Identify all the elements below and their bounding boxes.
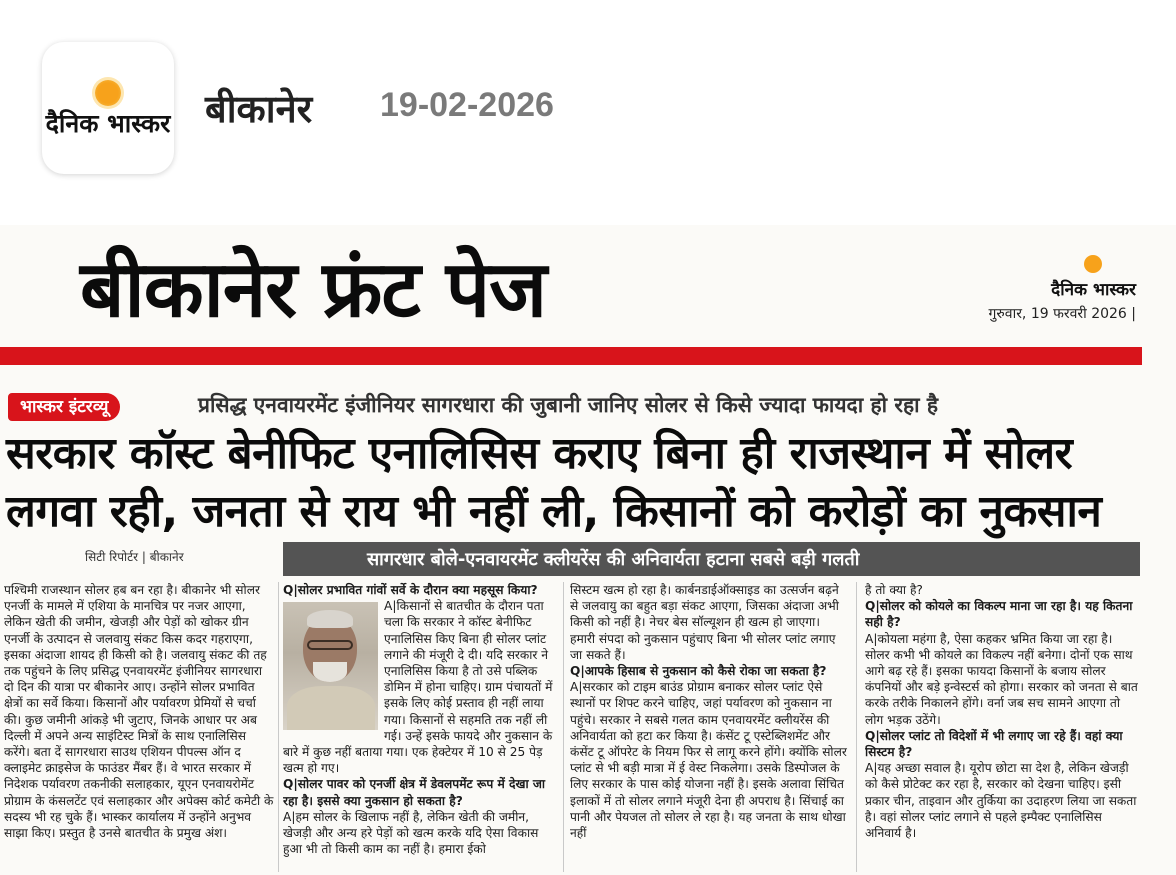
question: Q|आपके हिसाब से नुकसान को कैसे रोका जा सकता है? [570, 664, 827, 679]
sun-icon [95, 80, 121, 106]
question: Q|सोलर पावर को एनर्जी क्षेत्र में डेवलपमेंट रूप में देखा जा रहा है। इससे क्या नुकसान हो सकता है? [283, 777, 546, 808]
app-header [0, 0, 1176, 220]
article-column-3 [570, 582, 848, 872]
intro-paragraph: पश्चिमी राजस्थान सोलर हब बन रहा है। बीकानेर भी सोलर एनर्जी के मामले में एशिया के मानचित्र पर नजर आएगा, लेकिन खेती की जमीन, खेजड़ी और पेड़ों को खोकर ग्रीन एनर्जी के उत्पादन से जलवायु संकट किस कदर गहराएगा, इसका अंदाजा शायद ही किसी को है। जलवायु संकट की तह तक पहुंचने के लिए प्रसिद्ध एनवायरमेंट इंजीनियर सागरधारा दो दिन की यात्रा पर बीकानेर आए। उन्होंने सोलर प्रभावित क्षेत्रों का सर्वे किया। किसानों और पर्यावरण प्रेमियों से चर्चा की। कुछ जमीनी आंकड़े भी जुटाए, जिनके आधार पर अब दिल्ली में अपने अन्य साइंटिस्ट मित्रों के साथ एनालिसिस करेंगे। बता दें सागरधारा साउथ एशियन पीपल्स ऑन द क्लाइमेट क्राइसेज के फाउंडर मैंबर हैं। वे भारत सरकार में निदेशक पर्यावरण तकनीकी सलाहकार, यूएन एनवायरोमेंट प्रोग्राम के कंसलटेंट एवं सलाहकार और अपेक्स कोर्ट कमेटी के सदस्य भी रह चुके हैं। भास्कर कार्यालय में उन्होंने अनुभव साझा किए। प्रस्तुत है उनसे बातचीत के प्रमुख अंश। [4, 583, 274, 841]
column-divider [278, 582, 279, 872]
interviewee-photo [283, 602, 378, 730]
question: Q|सोलर को कोयले का विकल्प माना जा रहा है। यह कितना सही है? [865, 599, 1133, 630]
answer: A|यह अच्छा सवाल है। यूरोप छोटा सा देश है, लेकिन खेजड़ी को कैसे प्रोटेक्ट कर रहा है, सरकार को देखना चाहिए। इसी प्रकार चीन, ताइवान और तुर्किया का उदाहरण लिया जा सकता है। वहां सोलर प्लांट लगाने से पहले इम्पैक्ट एनालिसिस अनिवार्य है। [865, 761, 1137, 841]
article-column-2 [283, 582, 553, 872]
mini-brand-date: गुरुवार, 19 फरवरी 2026 | [988, 306, 1136, 322]
headline-line-1: सरकार कॉस्ट बेनीफिट एनालिसिस कराए बिना ही राजस्थान में सोलर [6, 428, 1073, 479]
epaper-page[interactable] [0, 225, 1176, 875]
red-divider [0, 347, 1142, 365]
article-column-4 [865, 582, 1140, 872]
question: Q|सोलर प्लांट तो विदेशों में भी लगाए जा रहे हैं। वहां क्या सिस्टम है? [865, 728, 1123, 760]
column-divider [856, 582, 857, 872]
byline: सिटी रिपोर्टर | बीकानेर [85, 550, 184, 564]
page-masthead: बीकानेर फ्रंट पेज [80, 245, 546, 335]
sun-icon [1084, 255, 1102, 273]
headline-line-2: लगवा रही, जनता से राय भी नहीं ली, किसानों को करोड़ों का नुकसान [6, 486, 1102, 537]
subhead-bar: सागरधार बोले-एनवायरमेंट क्लीयरेंस की अनिवार्यता हटाना सबसे बड़ी गलती [283, 542, 1140, 576]
article-column-1 [4, 582, 274, 872]
question: Q|सोलर प्रभावित गांवों सर्वे के दौरान क्या महसूस किया? [283, 583, 538, 597]
story-headline [6, 425, 1142, 541]
answer: A|हम सोलर के खिलाफ नहीं है, लेकिन खेती की जमीन, खेजड़ी और अन्य हरे पेड़ों को खत्म करके यदि ऐसा विकास हुआ भी तो किसी काम का नहीं है। हमारा ईको [283, 809, 539, 857]
dainik-bhaskar-logo[interactable] [42, 42, 174, 174]
mini-brand [989, 255, 1136, 323]
story-kicker: प्रसिद्ध एनवायरमेंट इंजीनियर सागरधारा की जुबानी जानिए सोलर से किसे ज्यादा फायदा हो रहा है [198, 393, 938, 417]
interview-tag: भास्कर इंटरव्यू [8, 393, 120, 421]
answer: A|किसानों से बातचीत के दौरान पता चला कि सरकार ने कॉस्ट बेनीफिट एनालिसिस किए बिना ही सोलर प्लांट लगाने की मंजूरी दे दी। यदि सरकार ने एनालिसिस किया है तो उसे पब्लिक डोमिन में होना चाहिए। ग्राम पंचायतों में इसके लिए कोई प्रस्ताव ही नहीं लाया गया। किसानों से सहमति तक नहीं ली गई। उन्हें इसके फायदे और नुकसान के बारे में कुछ नहीं बताया गया। एक हेक्टेयर में 10 से 25 पेड़ खत्म हो गए। [283, 599, 553, 776]
mini-brand-name: दैनिक भास्कर [1051, 280, 1136, 300]
edition-date[interactable]: 19-02-2026 [380, 86, 554, 124]
answer: A|सरकार को टाइम बाउंड प्रोग्राम बनाकर सोलर प्लांट ऐसे स्थानों पर शिफ्ट करने चाहिए, जहां पर्यावरण को नुकसान ना पहुंचे। सरकार ने सबसे गलत काम एनवायरमेंट क्लीयरेंस की अनिवार्यता को हटा कर किया है। कंसेंट टू एस्टेब्लिशमेंट और कंसेंट टू ऑपरेट के नियम फिर से लागू करने होंगे। क्योंकि सोलर प्लांट से भी बड़ी मात्रा में ई वेस्ट निकलेगा। उसके डिस्पोजल के लिए सरकार के पास कोई योजना नहीं है। इसके अलावा सिंचित इलाकों में तो सोलर लगाने मंजूरी देना ही अपराध है। सिंचाई का पानी और पेयजल तो सोलर ले रहा है। यह जनता के साथ धोखा नहीं [570, 680, 847, 841]
answer: है तो क्या है? [865, 583, 923, 597]
answer: सिस्टम खत्म हो रहा है। कार्बनडाईऑक्साइड का उत्सर्जन बढ़ने से जलवायु का बहुत बड़ा संकट आएगा, जिसका अंदाजा अभी किसी को नहीं है। नेचर बेस सॉल्यूशन ही खत्म हो जाएगा। हमारी संपदा को नुकसान पहुंचाए बिना भी सोलर प्लांट लगाए जा सकते हैं। [570, 583, 839, 662]
column-divider [563, 582, 564, 872]
logo-text: दैनिक भास्कर [45, 108, 171, 138]
edition-city[interactable]: बीकानेर [205, 87, 313, 131]
answer: A|कोयला महंगा है, ऐसा कहकर भ्रमित किया जा रहा है। सोलर कभी भी कोयले का विकल्प नहीं बनेगा। दोनों एक साथ आगे बढ़ रहे हैं। इसका फायदा किसानों के बजाय सोलर कंपनियों और बड़े इन्वेस्टर्स को होगा। सरकार को जनता से बात करके तरीके निकालने होंगे। वर्ना जब सच सामने आएगा तो लोग भड़क उठेंगे। [865, 631, 1138, 727]
